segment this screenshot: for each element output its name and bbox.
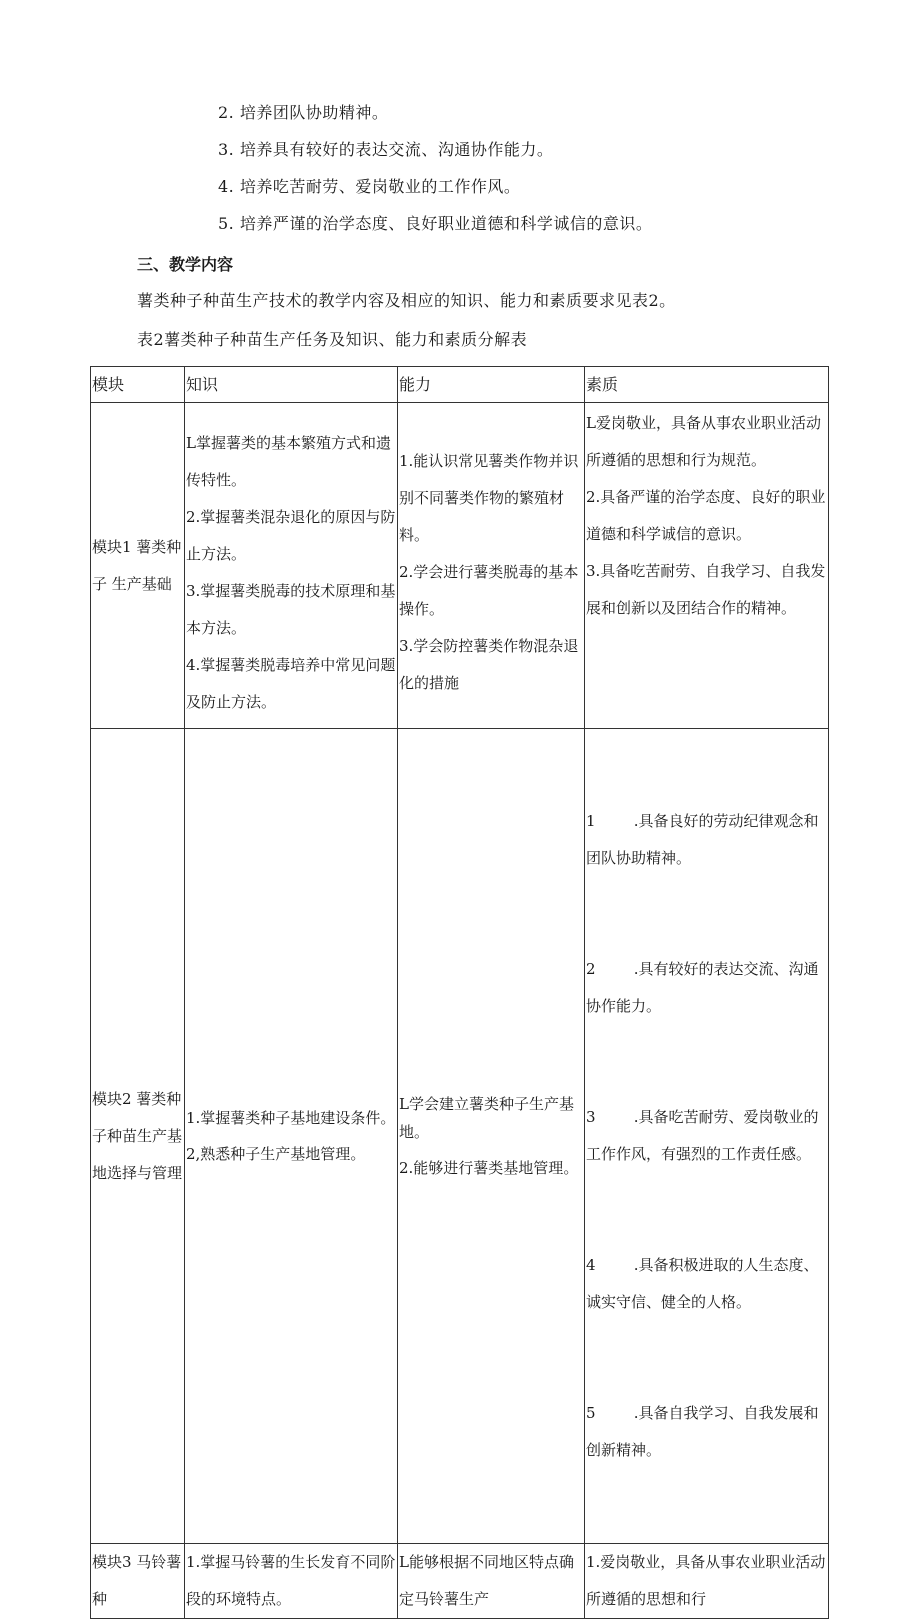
ability-cell bbox=[398, 1544, 585, 1619]
intro-paragraph: 薯类种子种苗生产技术的教学内容及相应的知识、能力和素质要求见表2。 bbox=[137, 291, 676, 310]
knowledge-item: 4.掌握薯类脱毒培养中常见问题及防止方法。 bbox=[186, 656, 396, 711]
table-row bbox=[91, 1544, 829, 1619]
knowledge-item: 3.掌握薯类脱毒的技术原理和基本方法。 bbox=[186, 582, 396, 637]
quality-item: 1.爱岗敬业，具备从事农业职业活动所遵循的思想和行 bbox=[586, 1553, 826, 1608]
knowledge-item: 2.掌握薯类混杂退化的原因与防止方法。 bbox=[186, 508, 396, 563]
quality-cell bbox=[585, 729, 829, 1544]
ability-cell bbox=[398, 403, 585, 729]
quality-item: 2 .具有较好的表达交流、沟通协作能力。 bbox=[586, 960, 819, 1015]
quality-item: 4 .具备积极进取的人生态度、诚实守信、健全的人格。 bbox=[586, 1256, 819, 1311]
knowledge-cell bbox=[185, 403, 398, 729]
ability-item: L学会建立薯类种子生产基地。 bbox=[399, 1095, 574, 1141]
table-caption: 表2薯类种子种苗生产任务及知识、能力和素质分解表 bbox=[137, 330, 528, 349]
quality-item: 2.具备严谨的治学态度、良好的职业道德和科学诚信的意识。 bbox=[586, 488, 826, 543]
quality-item: 1 .具备良好的劳动纪律观念和团队协助精神。 bbox=[586, 812, 819, 867]
module-cell: 模块2 薯类种子种苗生产基地选择与管理 bbox=[91, 729, 185, 1544]
header-knowledge: 知识 bbox=[185, 367, 398, 403]
list-item: 5. 培养严谨的治学态度、良好职业道德和科学诚信的意识。 bbox=[218, 214, 653, 233]
ability-cell bbox=[398, 729, 585, 1544]
header-ability: 能力 bbox=[398, 367, 585, 403]
intro-list bbox=[218, 98, 652, 246]
quality-item: L爱岗敬业，具备从事农业职业活动所遵循的思想和行为规范。 bbox=[586, 414, 821, 469]
ability-item: 3.学会防控薯类作物混杂退化的措施 bbox=[399, 637, 579, 692]
knowledge-cell bbox=[185, 729, 398, 1544]
table-header-row bbox=[91, 367, 829, 403]
quality-item: 3.具备吃苦耐劳、自我学习、自我发展和创新以及团结合作的精神。 bbox=[586, 562, 826, 617]
knowledge-item: 1.掌握马铃薯的生长发育不同阶段的环境特点。 bbox=[186, 1553, 396, 1608]
list-item: 2. 培养团队协助精神。 bbox=[218, 103, 389, 122]
knowledge-item: L掌握薯类的基本繁殖方式和遗传特性。 bbox=[186, 434, 391, 489]
list-item: 3. 培养具有较好的表达交流、沟通协作能力。 bbox=[218, 140, 554, 159]
quality-item: 5 .具备自我学习、自我发展和创新精神。 bbox=[586, 1404, 819, 1459]
knowledge-cell bbox=[185, 1544, 398, 1619]
quality-cell bbox=[585, 1544, 829, 1619]
module-cell: 模块1 薯类种子 生产基础 bbox=[91, 403, 185, 729]
knowledge-item: 1.掌握薯类种子基地建设条件。 bbox=[186, 1109, 396, 1127]
header-module: 模块 bbox=[91, 367, 185, 403]
ability-item: 1.能认识常见薯类作物并识别不同薯类作物的繁殖材料。 bbox=[399, 452, 579, 544]
decomposition-table bbox=[90, 366, 829, 1619]
header-quality: 素质 bbox=[585, 367, 829, 403]
quality-cell bbox=[585, 403, 829, 729]
section-heading: 三、教学内容 bbox=[137, 255, 234, 274]
ability-item: 2.学会进行薯类脱毒的基本操作。 bbox=[399, 563, 579, 618]
list-item: 4. 培养吃苦耐劳、爱岗敬业的工作作风。 bbox=[218, 177, 521, 196]
module-cell: 模块3 马铃薯种 bbox=[91, 1544, 185, 1619]
knowledge-item: 2,熟悉种子生产基地管理。 bbox=[186, 1145, 366, 1163]
table-row bbox=[91, 729, 829, 1544]
ability-item: 2.能够进行薯类基地管理。 bbox=[399, 1159, 579, 1177]
table-row bbox=[91, 403, 829, 729]
quality-item: 3 .具备吃苦耐劳、爱岗敬业的工作作风，有强烈的工作责任感。 bbox=[586, 1108, 819, 1163]
ability-item: L能够根据不同地区特点确定马铃薯生产 bbox=[399, 1553, 574, 1608]
